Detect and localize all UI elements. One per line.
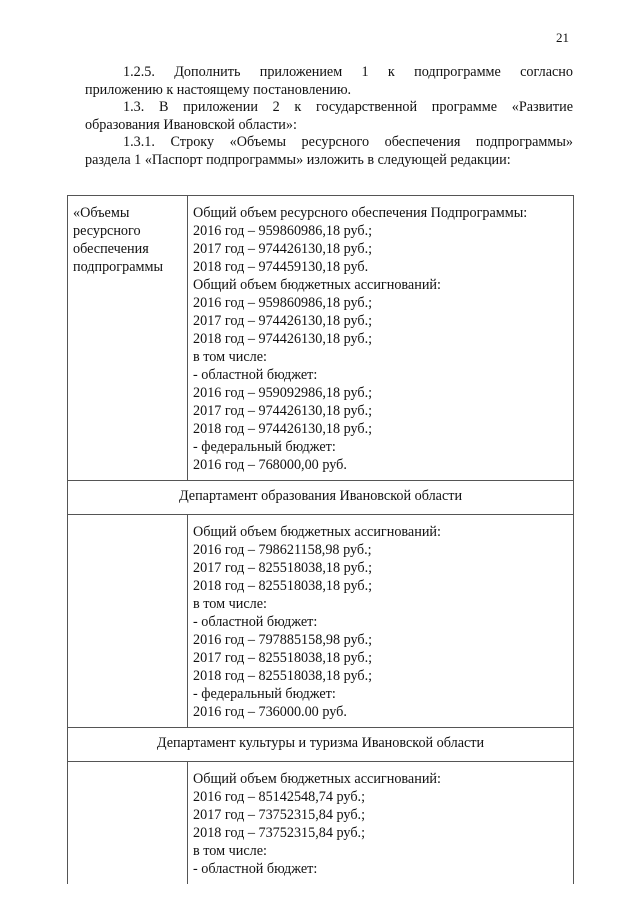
funding-line: 2018 год – 974426130,18 руб.; (193, 421, 373, 437)
table-row (68, 728, 574, 762)
paragraph-1-3-1 (85, 134, 573, 169)
funding-line: 2018 год – 73752315,84 руб.; (193, 825, 366, 841)
funding-line: 2016 год – 736000.00 руб. (193, 704, 347, 720)
funding-line: в том числе: (193, 843, 267, 859)
paragraph-line: приложению к настоящему постановлению. (85, 81, 352, 98)
education-funding-cell (188, 515, 574, 728)
funding-line: 2016 год – 85142548,74 руб.; (193, 789, 366, 805)
label-line: ресурсного (73, 223, 141, 239)
empty-label-cell (68, 762, 188, 885)
funding-line: 2016 год – 959860986,18 руб.; (193, 223, 373, 239)
label-line: подпрограммы (73, 259, 163, 275)
funding-line: 2016 год – 768000,00 руб. (193, 457, 347, 473)
department-culture-heading: Департамент культуры и туризма Ивановской области (68, 728, 574, 762)
funding-line: 2018 год – 974426130,18 руб.; (193, 331, 373, 347)
department-education-heading: Департамент образования Ивановской области (68, 481, 574, 515)
label-line: обеспечения (73, 241, 149, 257)
funding-line: 2017 год – 974426130,18 руб.; (193, 403, 373, 419)
funding-line: - федеральный бюджет: (193, 439, 336, 455)
paragraph-1-2-5 (85, 64, 573, 99)
empty-label-cell (68, 515, 188, 728)
funding-line: 2017 год – 73752315,84 руб.; (193, 807, 366, 823)
funding-line: 2016 год – 959860986,18 руб.; (193, 295, 373, 311)
funding-line: 2017 год – 825518038,18 руб.; (193, 560, 373, 576)
paragraph-line: 1.3.1. Строку «Объемы ресурсного обеспечения подпрограммы» (123, 134, 573, 150)
funding-line: - областной бюджет: (193, 367, 318, 383)
table-row (68, 515, 574, 728)
funding-line: 2016 год – 959092986,18 руб.; (193, 385, 373, 401)
culture-funding-cell (188, 762, 574, 885)
funding-line: в том числе: (193, 349, 267, 365)
funding-line: Общий объем бюджетных ассигнований: (193, 277, 441, 293)
funding-line: 2016 год – 797885158,98 руб.; (193, 632, 373, 648)
funding-line: 2018 год – 825518038,18 руб.; (193, 578, 373, 594)
table-row (68, 762, 574, 885)
paragraph-line: раздела 1 «Паспорт подпрограммы» изложить в следующей редакции: (85, 151, 511, 168)
funding-line: Общий объем бюджетных ассигнований: (193, 524, 441, 540)
page-number: 21 (556, 30, 569, 45)
table-row (68, 196, 574, 481)
funding-line: - областной бюджет: (193, 614, 318, 630)
funding-line: - федеральный бюджет: (193, 686, 336, 702)
paragraph-line: образования Ивановской области»: (85, 116, 297, 133)
funding-line: 2017 год – 974426130,18 руб.; (193, 313, 373, 329)
paragraph-1-3 (85, 99, 573, 134)
passport-table (67, 195, 574, 884)
funding-line: 2016 год – 798621158,98 руб.; (193, 542, 372, 558)
funding-line: 2017 год – 825518038,18 руб.; (193, 650, 373, 666)
funding-line: Общий объем ресурсного обеспечения Подпрограммы: (193, 205, 528, 221)
funding-line: в том числе: (193, 596, 267, 612)
paragraph-line: 1.3. В приложении 2 к государственной программе «Развитие (123, 99, 573, 115)
overall-funding-cell (188, 196, 574, 481)
label-line: «Объемы (73, 205, 130, 221)
funding-line: - областной бюджет: (193, 861, 318, 877)
row-label-cell (68, 196, 188, 481)
funding-line: 2018 год – 825518038,18 руб.; (193, 668, 373, 684)
paragraph-line: 1.2.5. Дополнить приложением 1 к подпрограмме согласно (123, 64, 573, 80)
funding-line: 2018 год – 974459130,18 руб. (193, 259, 369, 275)
funding-line: Общий объем бюджетных ассигнований: (193, 771, 441, 787)
funding-line: 2017 год – 974426130,18 руб.; (193, 241, 373, 257)
table-row (68, 481, 574, 515)
